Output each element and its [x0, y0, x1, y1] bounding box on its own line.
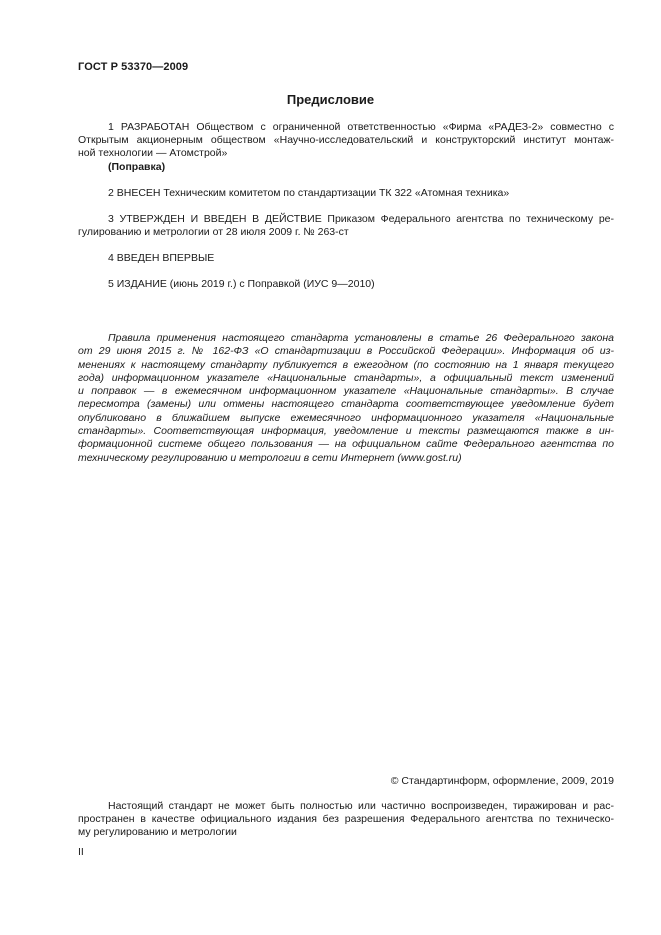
preface-item-1-line: 1 РАЗРАБОТАН Обществом с ограниченной ответственностью «Фирма «РАДЕЗ-2» совместно с	[108, 121, 614, 133]
preface-item-2: 2 ВНЕСЕН Техническим комитетом по стандартизации ТК 322 «Атомная техника»	[108, 187, 510, 199]
amendment-label: (Поправка)	[108, 161, 166, 173]
notice-line: и поправок — в ежемесячном информационном указателе «Национальные стандарты». В случае	[78, 385, 614, 398]
notice-line: формационной системе общего пользования — на официальном сайте Федерального агентства по	[78, 438, 614, 451]
notice-line: стандарты». Соответствующая информация, уведомление и тексты размещаются также в ин-	[78, 425, 614, 438]
notice-line: менениях к настоящему стандарту публикуется в ежегодном (по состоянию на 1 января текущего	[78, 358, 614, 371]
preface-item-5: 5 ИЗДАНИЕ (июнь 2019 г.) с Поправкой (ИУС 9—2010)	[108, 278, 375, 290]
page-number: II	[78, 846, 84, 858]
legal-line: му регулированию и метрологии	[78, 826, 237, 839]
preface-item-1-line: ной технологии — Атомстрой»	[78, 147, 228, 160]
preface-item-4: 4 ВВЕДЕН ВПЕРВЫЕ	[108, 252, 215, 264]
preface-item-3-line: гулированию и метрологии от 28 июля 2009 г. № 263-ст	[78, 226, 349, 239]
legal-line: пространен в качестве официального издания без разрешения Федерального агентства по техническо-	[78, 813, 614, 826]
notice-line: Правила применения настоящего стандарта установлены в статье 26 Федерального закона	[108, 332, 614, 344]
notice-line: от 29 июня 2015 г. № 162-ФЗ «О стандартизации в Российской Федерации». Информация об из-	[78, 345, 614, 358]
preface-item-1	[78, 121, 614, 161]
section-title: Предисловие	[286, 92, 375, 107]
preface-item-1-line: Открытым акционерным обществом «Научно-исследовательский и конструкторский институт монтаж-	[78, 134, 614, 147]
legal-line: Настоящий стандарт не может быть полностью или частично воспроизведен, тиражирован и рас-	[108, 800, 614, 812]
notice-line: опубликовано в ближайшем выпуске ежемесячного информационного указателя «Национальные	[78, 411, 614, 424]
document-id: ГОСТ Р 53370—2009	[78, 61, 189, 73]
notice-line: года) информационном указателе «Национальные стандарты», а официальный текст изменений	[78, 371, 614, 384]
copyright-line: © Стандартинформ, оформление, 2009, 2019	[390, 775, 614, 787]
notice-line: пересмотра (замены) или отмены настоящего стандарта соответствующее уведомление будет	[78, 398, 614, 411]
preface-item-3-line: 3 УТВЕРЖДЕН И ВВЕДЕН В ДЕЙСТВИЕ Приказом Федерального агентства по техническому ре-	[108, 213, 614, 225]
reproduction-notice	[78, 800, 614, 840]
notice-line: техническому регулированию и метрологии в сети Интернет (www.gost.ru)	[78, 451, 462, 464]
standard-usage-notice	[78, 332, 614, 465]
preface-item-3	[78, 213, 614, 239]
